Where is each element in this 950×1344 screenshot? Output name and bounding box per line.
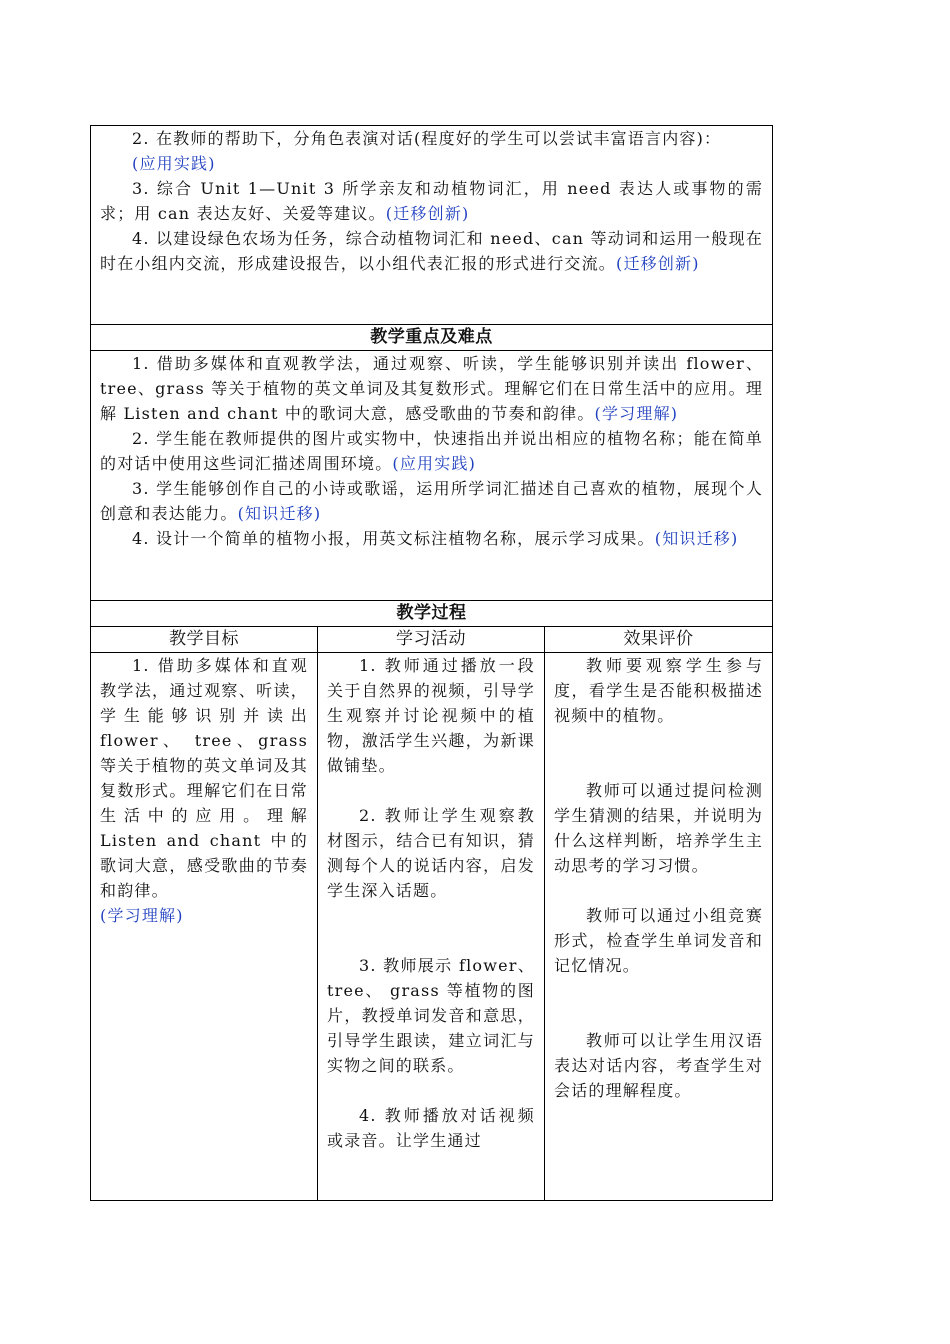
key-points-cell — [91, 351, 773, 601]
process-heading: 教学过程 — [91, 601, 773, 627]
activity-cell — [318, 653, 545, 1201]
evaluation-item: 教师要观察学生参与度，看学生是否能积极描述视频中的植物。 — [554, 656, 764, 725]
goal-text: 1. 借助多媒体和直观教学法，通过观察、听读，学生能够识别并读出 flower、 tree、grass 等关于植物的英文单词及其复数形式。理解它们在日常生活中的应用。理解 Listen and chant 中的歌词大意，感受歌曲的节奏和韵律。 — [100, 656, 308, 900]
process-heading-row — [91, 601, 773, 627]
objective-item-4: 4. 以建设绿色农场为任务，综合动植物词汇和 need、can 等动词和运用一般现在时在小组内交流，形成建设报告，以小组代表汇报的形式进行交流。(迁移创新) — [100, 229, 764, 273]
goal-tag: (学习理解) — [100, 906, 184, 925]
objective-item-4-tag: (迁移创新) — [616, 254, 700, 273]
activity-item: 4. 教师播放对话视频或录音。让学生通过 — [327, 1106, 535, 1150]
column-header-goal: 教学目标 — [91, 627, 318, 653]
objectives-cell — [91, 126, 773, 325]
objectives-row — [91, 126, 773, 325]
key-point-4: 4. 设计一个简单的植物小报，用英文标注植物名称，展示学习成果。(知识迁移) — [132, 529, 739, 548]
key-point-4-tag: (知识迁移) — [654, 529, 739, 548]
lesson-plan-table — [90, 125, 773, 1201]
process-body-row — [91, 653, 773, 1201]
key-point-1-tag: (学习理解) — [594, 404, 679, 423]
objective-item-2: 2. 在教师的帮助下，分角色表演对话(程度好的学生可以尝试丰富语言内容)： — [132, 129, 722, 148]
lesson-plan-page — [90, 125, 772, 1201]
objective-item-3-tag: (迁移创新) — [385, 204, 470, 223]
key-point-2: 2. 学生能在教师提供的图片或实物中，快速指出并说出相应的植物名称；能在简单的对话中使用这些词汇描述周围环境。(应用实践) — [100, 429, 764, 473]
objective-item-3: 3. 综合 Unit 1—Unit 3 所学亲友和动植物词汇，用 need 表达人或事物的需求；用 can 表达友好、关爱等建议。(迁移创新) — [100, 179, 764, 223]
evaluation-item: 教师可以通过小组竞赛形式，检查学生单词发音和记忆情况。 — [554, 906, 764, 975]
key-point-1: 1. 借助多媒体和直观教学法，通过观察、听读，学生能够识别并读出 flower、tree、grass 等关于植物的英文单词及其复数形式。理解它们在日常生活中的应用。理解 Listen and chant 中的歌词大意，感受歌曲的节奏和韵律。(学习理解) — [100, 354, 764, 423]
activity-item: 1. 教师通过播放一段关于自然界的视频，引导学生观察并讨论视频中的植物，激活学生兴趣，为新课做铺垫。 — [327, 656, 535, 775]
activity-item: 2. 教师让学生观察教材图示，结合已有知识，猜测每个人的说话内容，启发学生深入话题。 — [327, 806, 535, 900]
evaluation-item: 教师可以通过提问检测学生猜测的结果，并说明为什么这样判断，培养学生主动思考的学习习惯。 — [554, 781, 764, 875]
goal-cell — [91, 653, 318, 1201]
key-points-row — [91, 351, 773, 601]
key-point-2-tag: (应用实践) — [392, 454, 477, 473]
column-header-activity: 学习活动 — [318, 627, 545, 653]
evaluation-item: 教师可以让学生用汉语表达对话内容，考查学生对会话的理解程度。 — [554, 1031, 764, 1100]
column-header-evaluation: 效果评价 — [545, 627, 773, 653]
key-point-3: 3. 学生能够创作自己的小诗或歌谣，运用所学词汇描述自己喜欢的植物，展现个人创意和表达能力。(知识迁移) — [100, 479, 764, 523]
key-point-3-tag: (知识迁移) — [237, 504, 322, 523]
activity-item: 3. 教师展示 flower、 tree、 grass 等植物的图片，教授单词发音和意思，引导学生跟读，建立词汇与实物之间的联系。 — [327, 956, 535, 1075]
key-points-heading: 教学重点及难点 — [91, 325, 773, 351]
process-column-headers — [91, 627, 773, 653]
objective-item-2-tag: (应用实践) — [132, 154, 216, 173]
evaluation-cell — [545, 653, 773, 1201]
key-points-heading-row — [91, 325, 773, 351]
